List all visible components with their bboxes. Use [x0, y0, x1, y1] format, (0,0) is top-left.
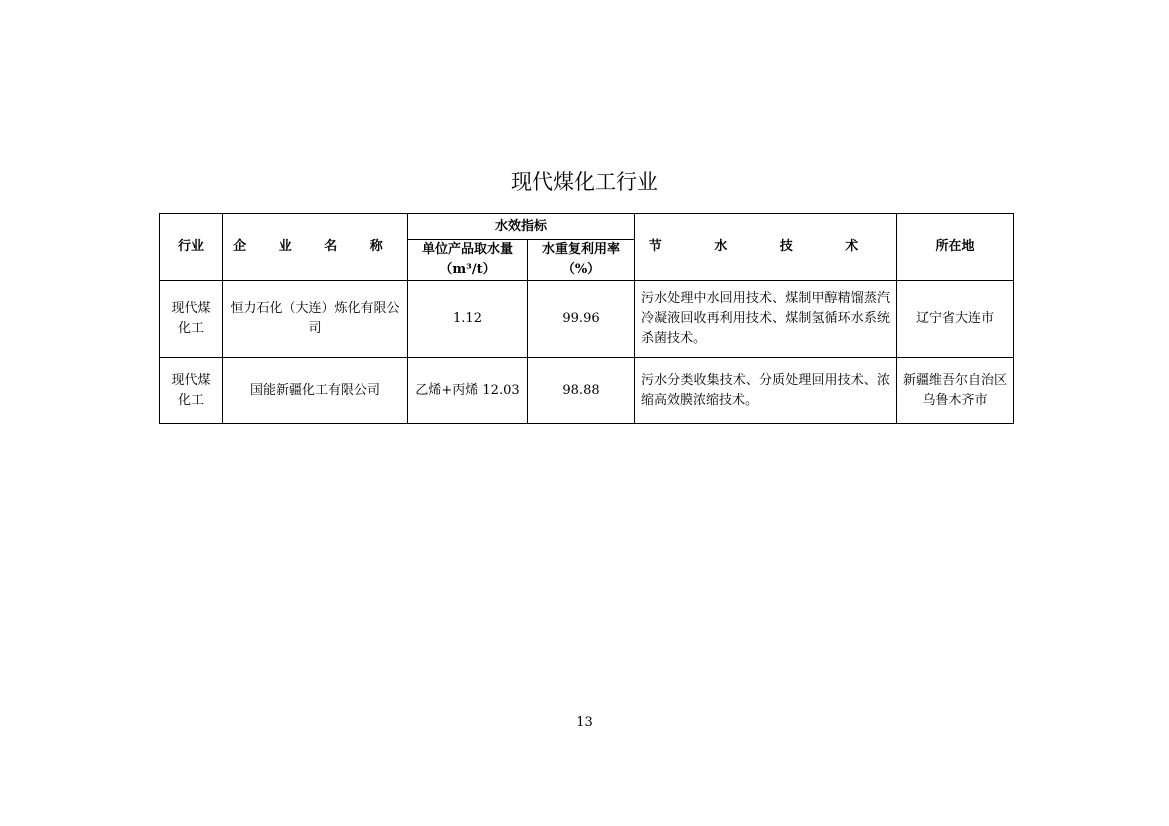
header-company: 企 业 名 称	[223, 214, 408, 281]
cell-reuse: 98.88	[528, 358, 635, 424]
header-water-indicators: 水效指标	[408, 214, 635, 240]
cell-intake: 1.12	[408, 281, 528, 358]
cell-location: 辽宁省大连市	[897, 281, 1014, 358]
table-row	[160, 281, 1014, 358]
header-tech: 节 水 技 术	[635, 214, 897, 281]
cell-location: 新疆维吾尔自治区乌鲁木齐市	[897, 358, 1014, 424]
header-unit-intake-unit: （m³/t）	[439, 262, 496, 277]
header-row	[160, 214, 1014, 240]
header-reuse-rate	[528, 240, 635, 281]
header-reuse-rate-label: 水重复利用率	[542, 242, 621, 257]
page-number: 13	[576, 715, 593, 730]
header-industry: 行业	[160, 214, 223, 281]
header-unit-intake	[408, 240, 528, 281]
cell-industry: 现代煤化工	[160, 281, 223, 358]
cell-intake: 乙烯+丙烯 12.03	[408, 358, 528, 424]
page-title: 现代煤化工行业	[511, 170, 658, 194]
cell-company: 恒力石化（大连）炼化有限公司	[223, 281, 408, 358]
cell-industry: 现代煤化工	[160, 358, 223, 424]
header-unit-intake-label: 单位产品取水量	[421, 242, 513, 257]
header-location: 所在地	[897, 214, 1014, 281]
table-row	[160, 358, 1014, 424]
header-reuse-rate-unit: （%）	[561, 262, 601, 277]
cell-tech: 污水处理中水回用技术、煤制甲醇精馏蒸汽冷凝液回收再利用技术、煤制氢循环水系统杀菌技术。	[635, 281, 897, 358]
cell-reuse: 99.96	[528, 281, 635, 358]
cell-tech: 污水分类收集技术、分质处理回用技术、浓缩高效膜浓缩技术。	[635, 358, 897, 424]
enterprise-table	[159, 213, 1014, 424]
cell-company: 国能新疆化工有限公司	[223, 358, 408, 424]
